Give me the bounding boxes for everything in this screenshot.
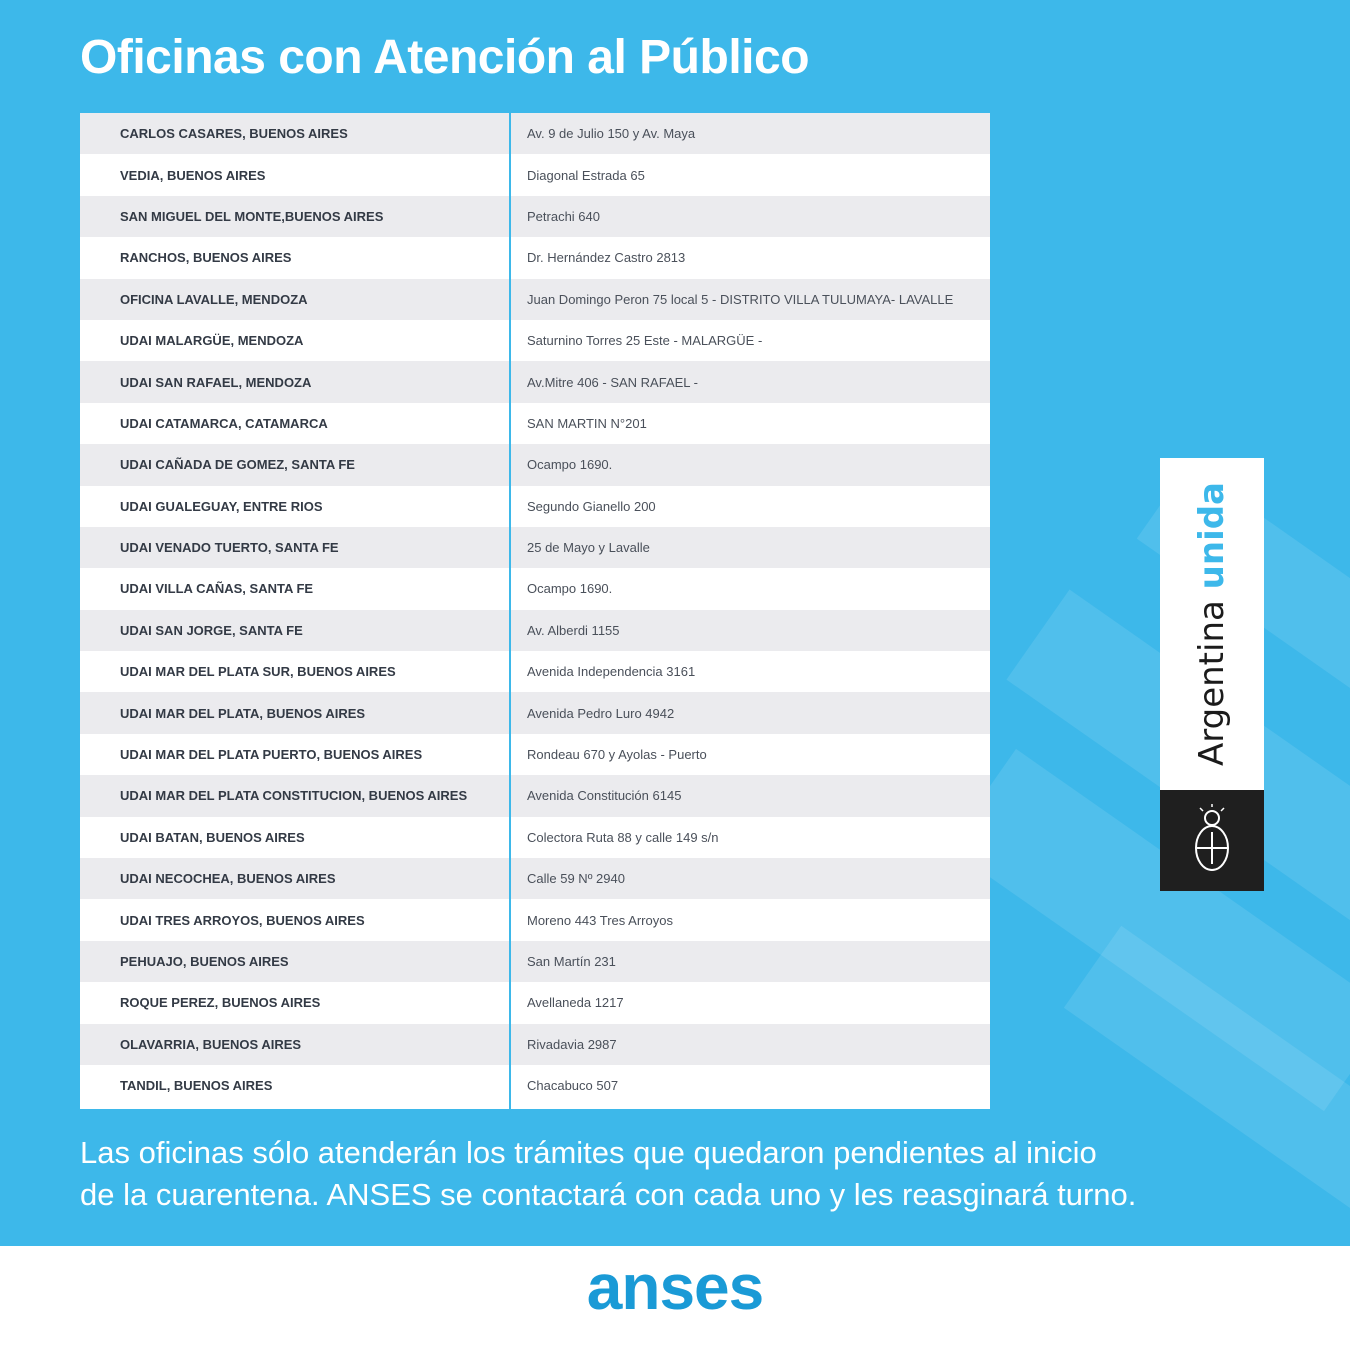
office-address: Av.Mitre 406 - SAN RAFAEL - [527, 374, 698, 390]
table-row [80, 527, 990, 568]
office-address: Ocampo 1690. [527, 457, 613, 473]
office-address: Avenida Pedro Luro 4942 [527, 705, 675, 721]
office-location: UDAI CAÑADA DE GOMEZ, SANTA FE [120, 457, 355, 473]
office-address: Avenida Independencia 3161 [527, 664, 696, 680]
office-location: TANDIL, BUENOS AIRES [120, 1078, 273, 1094]
table-row [80, 361, 990, 402]
table-row [80, 568, 990, 609]
table-row [80, 154, 990, 195]
footnote-line-2: de la cuarentena. ANSES se contactará con cada uno y les reasginará turno. [80, 1177, 1137, 1212]
column-divider [509, 113, 511, 1109]
table-row [80, 651, 990, 692]
table-row [80, 1024, 990, 1065]
office-address: Moreno 443 Tres Arroyos [527, 912, 673, 928]
office-location: UDAI TRES ARROYOS, BUENOS AIRES [120, 912, 365, 928]
table-row [80, 692, 990, 733]
office-address: Av. 9 de Julio 150 y Av. Maya [527, 126, 696, 142]
table-row [80, 444, 990, 485]
anses-logo: anses [586, 1251, 764, 1323]
office-location: RANCHOS, BUENOS AIRES [120, 250, 292, 266]
office-location: UDAI CATAMARCA, CATAMARCA [120, 415, 328, 431]
office-address: Saturnino Torres 25 Este - MALARGÜE - [527, 333, 763, 349]
office-address: Chacabuco 507 [527, 1078, 619, 1094]
office-location: UDAI VILLA CAÑAS, SANTA FE [120, 581, 314, 597]
office-address: Dr. Hernández Castro 2813 [527, 250, 686, 266]
table-row [80, 899, 990, 940]
office-address: Ocampo 1690. [527, 581, 613, 597]
page-title: Oficinas con Atención al Público [80, 31, 810, 84]
table-row [80, 403, 990, 444]
office-address: Juan Domingo Peron 75 local 5 - DISTRITO VILLA TULUMAYA- LAVALLE [527, 291, 954, 307]
table-row [80, 237, 990, 278]
badge-word-unida: unida [1192, 481, 1232, 590]
office-address: Calle 59 Nº 2940 [527, 871, 625, 887]
office-location: ROQUE PEREZ, BUENOS AIRES [120, 995, 321, 1011]
office-location: UDAI BATAN, BUENOS AIRES [120, 829, 305, 845]
office-address: Avellaneda 1217 [527, 995, 624, 1011]
table-row [80, 858, 990, 899]
office-location: UDAI MAR DEL PLATA SUR, BUENOS AIRES [120, 664, 396, 680]
table-row [80, 610, 990, 651]
office-location: UDAI MAR DEL PLATA PUERTO, BUENOS AIRES [120, 747, 423, 763]
office-location: CARLOS CASARES, BUENOS AIRES [120, 126, 348, 142]
table-row [80, 982, 990, 1023]
office-address: SAN MARTIN N°201 [527, 415, 647, 431]
badge-emblem-area [1160, 790, 1264, 891]
table-row [80, 196, 990, 237]
badge-text-area [1160, 458, 1264, 790]
table-row [80, 817, 990, 858]
office-location: UDAI SAN RAFAEL, MENDOZA [120, 374, 312, 390]
office-location: UDAI MAR DEL PLATA CONSTITUCION, BUENOS AIRES [120, 788, 468, 804]
table-row [80, 320, 990, 361]
office-location: OFICINA LAVALLE, MENDOZA [120, 291, 308, 307]
table-row [80, 486, 990, 527]
office-location: PEHUAJO, BUENOS AIRES [120, 954, 289, 969]
office-location: OLAVARRIA, BUENOS AIRES [120, 1036, 302, 1052]
table-row [80, 1065, 990, 1106]
table-row [80, 775, 990, 816]
offices-table [80, 113, 990, 1109]
office-location: UDAI NECOCHEA, BUENOS AIRES [120, 871, 336, 887]
office-location: SAN MIGUEL DEL MONTE,BUENOS AIRES [120, 208, 384, 224]
office-location: VEDIA, BUENOS AIRES [120, 167, 266, 183]
coat-of-arms-icon [1187, 804, 1237, 878]
office-address: Avenida Constitución 6145 [527, 788, 682, 804]
footnote-line-1: Las oficinas sólo atenderán los trámites que quedaron pendientes al inicio [80, 1135, 1097, 1170]
office-address: Colectora Ruta 88 y calle 149 s/n [527, 829, 719, 845]
badge-word-argentina: Argentina [1192, 600, 1232, 767]
office-location: UDAI VENADO TUERTO, SANTA FE [120, 540, 339, 556]
badge-text [1192, 482, 1232, 766]
offices-table-body [80, 113, 990, 1106]
office-address: Av. Alberdi 1155 [527, 622, 620, 638]
table-row [80, 734, 990, 775]
office-location: UDAI GUALEGUAY, ENTRE RIOS [120, 498, 323, 514]
office-address: 25 de Mayo y Lavalle [527, 540, 650, 556]
table-row [80, 113, 990, 154]
table-row [80, 941, 990, 982]
footnote [80, 1132, 1260, 1216]
office-address: Petrachi 640 [527, 208, 600, 224]
office-address: Segundo Gianello 200 [527, 498, 656, 514]
argentina-unida-badge [1160, 458, 1264, 891]
office-address: San Martín 231 [527, 954, 616, 969]
office-address: Diagonal Estrada 65 [527, 167, 645, 183]
office-location: UDAI SAN JORGE, SANTA FE [120, 622, 303, 638]
office-address: Rivadavia 2987 [527, 1036, 617, 1052]
office-location: UDAI MALARGÜE, MENDOZA [120, 333, 304, 349]
office-location: UDAI MAR DEL PLATA, BUENOS AIRES [120, 705, 366, 721]
table-row [80, 279, 990, 320]
office-address: Rondeau 670 y Ayolas - Puerto [527, 747, 707, 763]
